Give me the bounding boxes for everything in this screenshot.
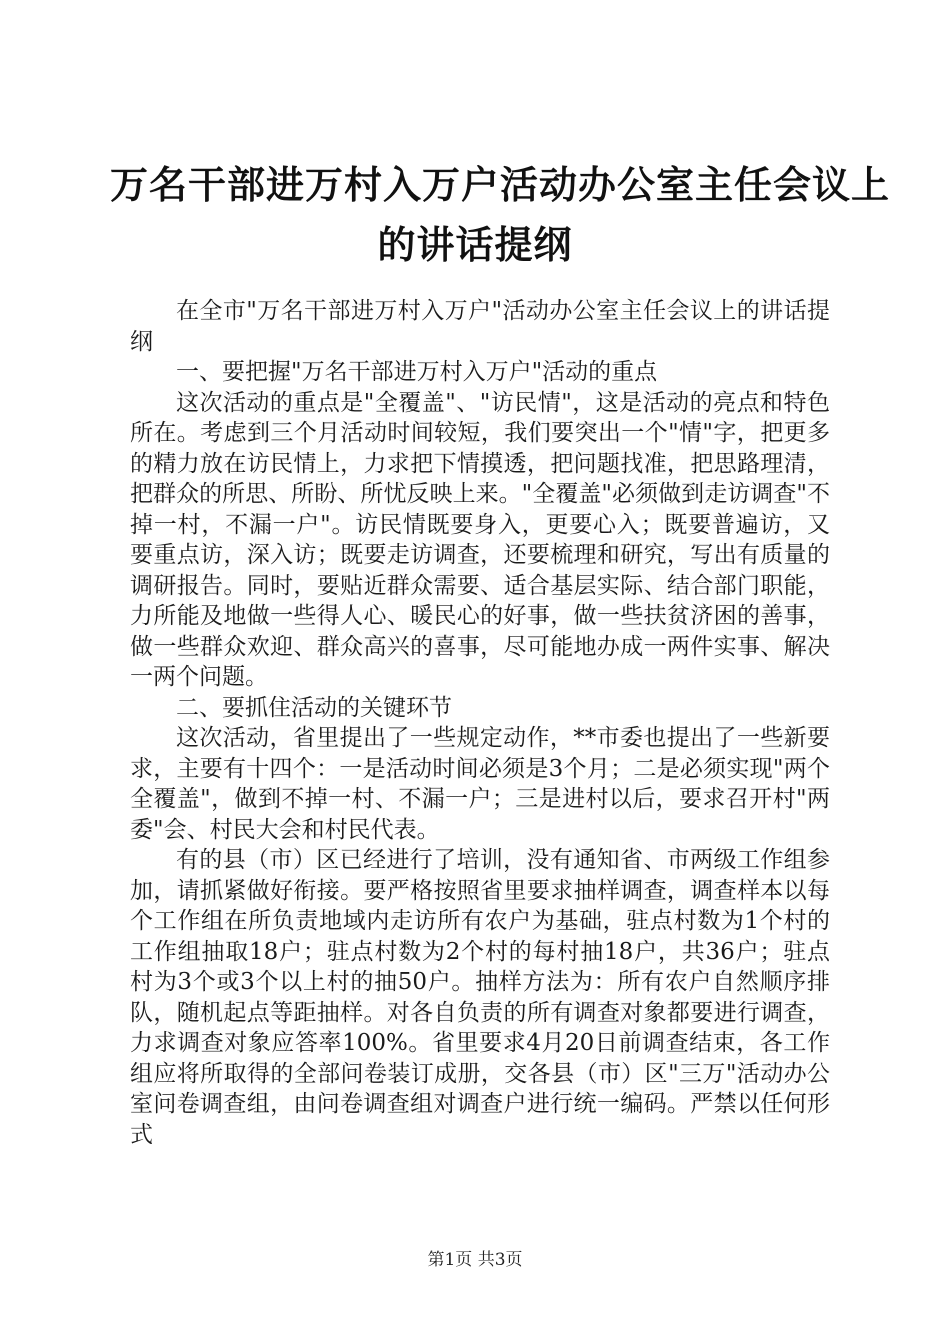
paragraph-section-1: 这次活动的重点是"全覆盖"、"访民情"，这是活动的亮点和特色所在。考虑到三个月活动时间较短，我们要突出一个"情"字，把更多的精力放在访民情上，力求把下情摸透，把问题找准，把思路理清，把群众的所思、所盼、所忧反映上来。"全覆盖"必须做到走访调查"不掉一村，不漏一户"。访民情既要身入，更要心入；既要普遍访，又要重点访，深入访；既要走访调查，还要梳理和研究，写出有质量的调研报告。同时，要贴近群众需要、适合基层实际、结合部门职能，力所能及地做一些得人心、暖民心的好事，做一些扶贫济困的善事，做一些群众欢迎、群众高兴的喜事，尽可能地办成一两件实事、解决一两个问题。 — [130, 389, 830, 690]
section-heading-1: 一、要把握"万名干部进万村入万户"活动的重点 — [176, 359, 658, 385]
paragraph-intro: 在全市"万名干部进万村入万户"活动办公室主任会议上的讲话提纲 — [130, 298, 830, 355]
paragraph-section-2a: 这次活动，省里提出了一些规定动作，**市委也提出了一些新要求，主要有十四个：一是活动时间必须是3个月；二是必须实现"两个全覆盖"，做到不掉一村、不漏一户；三是进村以后，要求召开村"两委"会、村民大会和村民代表。 — [130, 725, 830, 843]
paragraph-section-2b: 有的县（市）区已经进行了培训，没有通知省、市两级工作组参加，请抓紧做好衔接。要严格按照省里要求抽样调查，调查样本以每个工作组在所负责地域内走访所有农户为基础，驻点村数为1个村的工作组抽取18户；驻点村数为2个村的每村抽18户，共36户；驻点村为3个或3个以上村的抽50户。抽样方法为：所有农户自然顺序排队，随机起点等距抽样。对各自负责的所有调查对象都要进行调查，力求调查对象应答率100%。省里要求4月20日前调查结束，各工作组应将所取得的全部问卷装订成册，交各县（市）区"三万"活动办公室问卷调查组，由问卷调查组对调查户进行统一编码。严禁以任何形式 — [130, 847, 830, 1148]
document-title-line-1: 万名干部进万村入万户活动办公室主任会议上 — [110, 162, 891, 207]
section-heading-2: 二、要抓住活动的关键环节 — [176, 694, 452, 721]
page-indicator: 第1页 共3页 — [427, 1250, 523, 1270]
document-body — [130, 296, 830, 1150]
document-title-line-2: 的讲话提纲 — [377, 222, 573, 267]
